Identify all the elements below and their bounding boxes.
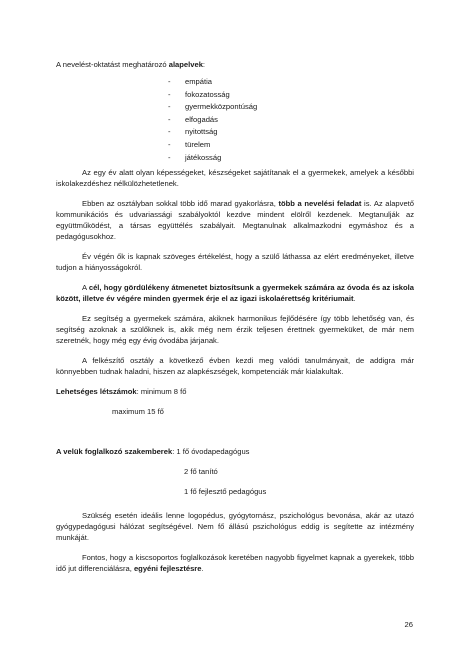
page-number: 26	[404, 620, 413, 629]
paragraph-2: Ebben az osztályban sokkal több idő marad gyakorlásra, több a nevelési feladat is. Az alapvető kommunikációs és udvariassági szabályoktól kezdve mindent elölről kezdenek. Megtanulják az együttműködést, a társas együttélés szabályait. Megtanulnak alkalmazkodni egymáshoz és a pedagógusokhoz.	[56, 199, 415, 242]
headcount-max: maximum 15 fő	[112, 407, 164, 417]
principles-list	[168, 76, 414, 164]
list-item: - elfogadás	[168, 114, 218, 124]
paragraph-6: A felkészítő osztály a következő évben kezdi meg valódi tanulmányait, de addigra már könnyebben tudnak haladni, hiszen az alapkészségek, kompetenciák már kialakultak.	[56, 356, 414, 377]
paragraph-8: Fontos, hogy a kiscsoportos foglalkozások keretében nagyobb figyelmet kapnak a gyerekek, több idő jut differenciálásra, egyéni fejlesztésre.	[56, 553, 414, 574]
list-item: - nyitottság	[168, 127, 218, 137]
list-item: - empátia	[168, 77, 213, 86]
list-item: - fokozatosság	[168, 89, 230, 99]
intro-bold: alapelvek	[168, 60, 203, 69]
specialists-line: A velük foglalkozó szakemberek: 1 fő óvodapedagógus	[56, 447, 250, 457]
list-item: - játékosság	[168, 152, 222, 162]
paragraph-1: Az egy év alatt olyan képességeket, készségeket sajátítanak el a gyermekek, amelyek a későbbi iskolakezdéshez nélkülözhetetlenek.	[56, 168, 414, 189]
paragraph-7: Szükség esetén ideális lenne logopédus, gyógytornász, pszichológus bevonása, akár az utazó gyógypedagógusi hálózat segítségével. Nem fő állású pszichológus eddig is segítette az intézmény munkáját.	[56, 511, 414, 543]
paragraph-4: A cél, hogy gördülékeny átmenetet biztosítsunk a gyermekek számára az óvoda és az iskola között, illetve év végére minden gyermek érje el az igazi iskolaérettség kritériumait.	[56, 283, 414, 304]
intro-line: A nevelést-oktatást meghatározó alapelvek:	[56, 60, 206, 69]
list-item: - gyermekközpontúság	[168, 102, 258, 112]
page-content	[56, 56, 414, 574]
paragraph-5: Ez segítség a gyermekek számára, akiknek harmonikus fejlődésére így több lehetőség van, és segítség azoknak a szülőknek is, akik még nem érzik teljesen érettnek gyermeküket, de már nem szeretnék, hogy még egy évig óvodába járjanak.	[56, 314, 414, 346]
headcount-line: Lehetséges létszámok: minimum 8 fő	[56, 387, 187, 397]
paragraph-3: Év végén ők is kapnak szöveges értékelést, hogy a szülő láthassa az elért eredményeket, illetve tudjon a hiányosságokról.	[56, 252, 414, 273]
list-item: - türelem	[168, 139, 211, 149]
specialist-dev-teacher: 1 fő fejlesztő pedagógus	[184, 487, 267, 497]
specialist-teacher: 2 fő tanító	[184, 467, 218, 477]
